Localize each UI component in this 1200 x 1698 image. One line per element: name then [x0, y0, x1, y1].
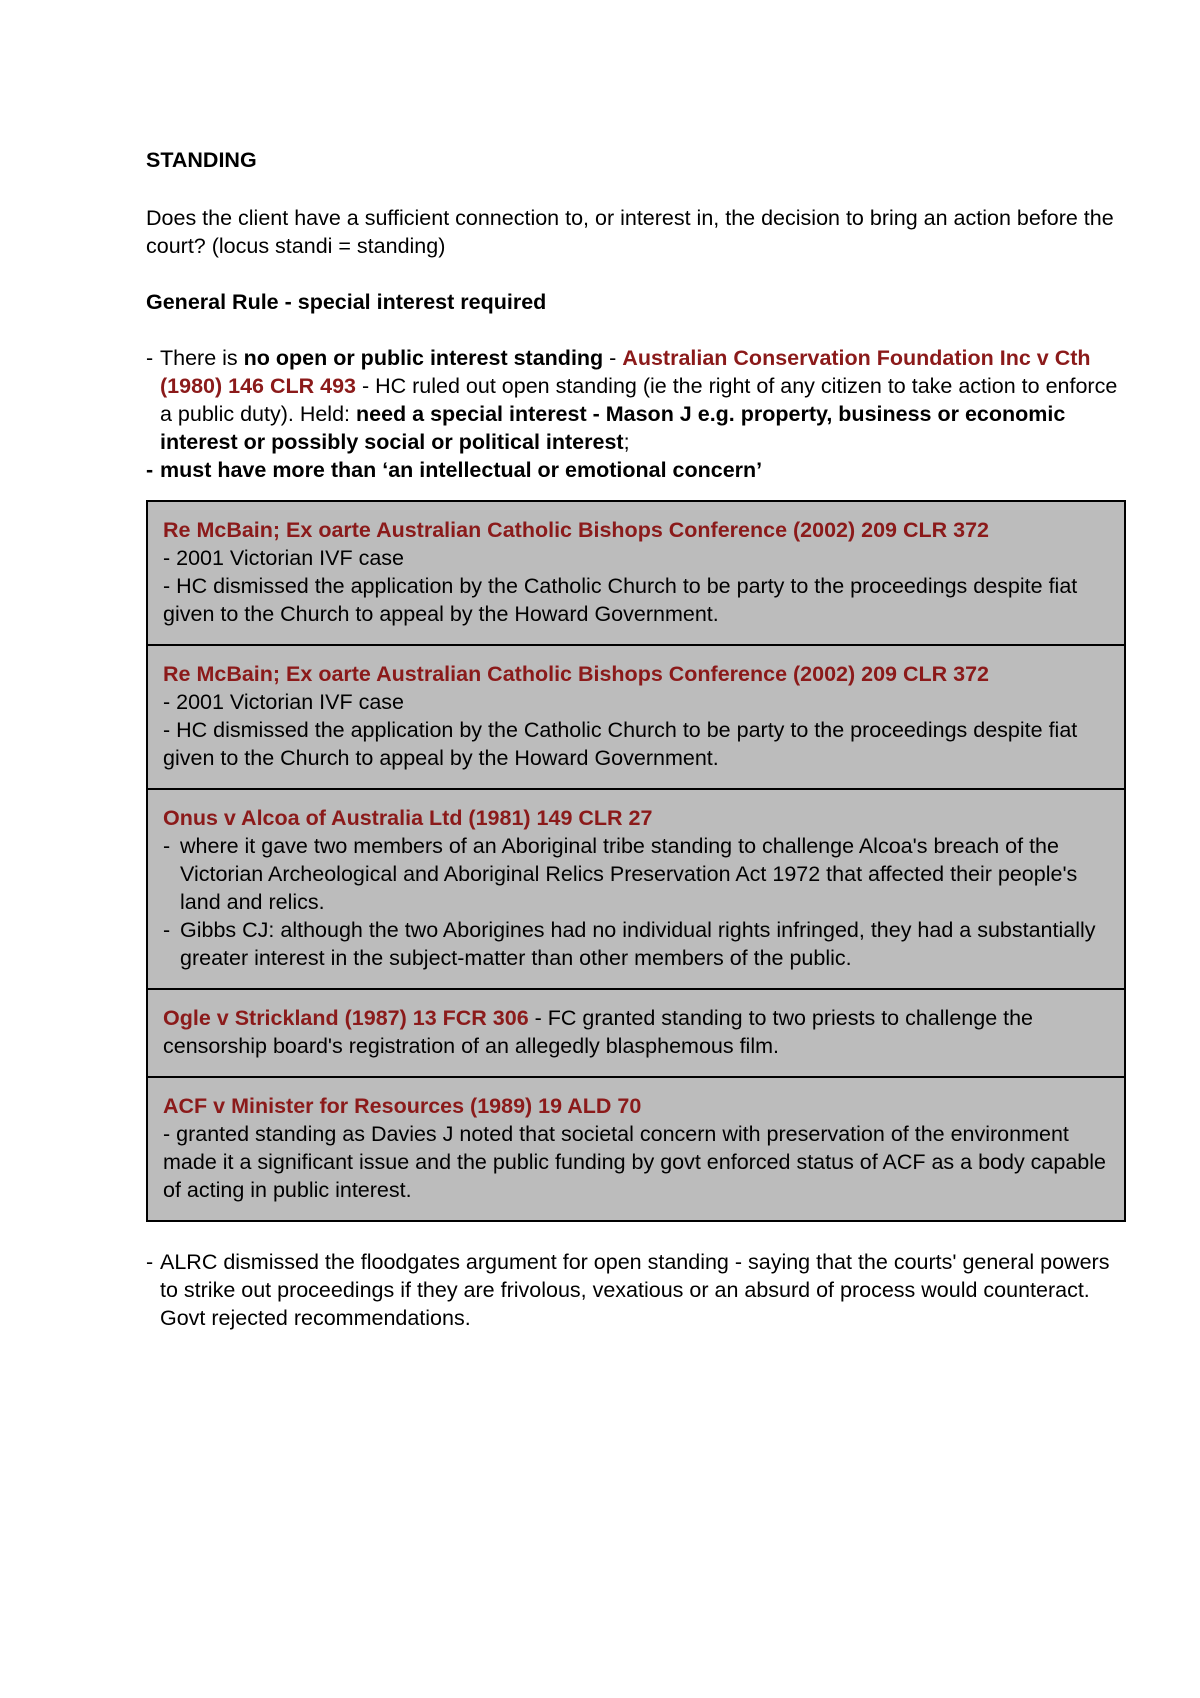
case-cell: [148, 1076, 1124, 1220]
case-table: [146, 500, 1126, 1222]
case-note: - 2001 Victorian IVF case: [163, 690, 405, 714]
case-citation: ACF v Minister for Resources (1989) 19 ALD 70: [163, 1094, 642, 1118]
case-citation: Re McBain; Ex oarte Australian Catholic Bishops Conference (2002) 209 CLR 372: [163, 518, 990, 542]
bullet-dash: -: [163, 918, 171, 942]
case-note-text: where it gave two members of an Aboriginal tribe standing to challenge Alcoa's breach of the Victorian Archeological and Aboriginal Relics Preservation Act 1972 that affected their people's land and relics.: [180, 834, 1078, 914]
case-note: - HC dismissed the application by the Catholic Church to be party to the proceedings despite fiat given to the Church to appeal by the Howard Government.: [163, 718, 1078, 770]
case-cell: [148, 988, 1124, 1076]
text-run: -: [603, 346, 623, 370]
intro-paragraph: Does the client have a sufficient connection to, or interest in, the decision to bring an action before the court? (locus standi = standing): [146, 206, 1114, 258]
case-citation: Ogle v Strickland (1987) 13 FCR 306: [163, 1006, 529, 1030]
text-run: - HC ruled out open standing (ie the right of any citizen to take action to enforce a public duty). Held:: [160, 374, 1118, 426]
case-note: - granted standing as Davies J noted that societal concern with preservation of the environment made it a significant issue and the public funding by govt enforced status of ACF as a body capable of acting in public interest.: [163, 1122, 1106, 1202]
rule-points: [146, 344, 1126, 484]
bullet-dash: -: [146, 346, 154, 370]
case-cell: [148, 502, 1124, 644]
text-run: There is: [160, 346, 244, 370]
closing-point: [146, 1248, 1126, 1332]
case-note-text: Gibbs CJ: although the two Aborigines had no individual rights infringed, they had a substantially greater interest in the subject-matter than other members of the public.: [180, 918, 1096, 970]
page-title: STANDING: [146, 148, 257, 172]
case-note: [163, 832, 1110, 916]
case-citation: Onus v Alcoa of Australia Ltd (1981) 149 CLR 27: [163, 806, 653, 830]
case-note: - HC dismissed the application by the Catholic Church to be party to the proceedings despite fiat given to the Church to appeal by the Howard Government.: [163, 574, 1078, 626]
rule-point-1: [146, 344, 1126, 456]
bullet-dash: -: [163, 834, 171, 858]
rule-point-2: [146, 456, 1126, 484]
text-run-bold: need a special interest - Mason J e.g. property, business or economic interest or possibly social or political interest: [160, 402, 1066, 454]
case-citation: Australian Conservation Foundation Inc v Cth (1980) 146 CLR 493: [160, 346, 1091, 398]
case-citation: Re McBain; Ex oarte Australian Catholic Bishops Conference (2002) 209 CLR 372: [163, 662, 990, 686]
text-run: ;: [623, 430, 630, 454]
case-note: - FC granted standing to two priests to challenge the censorship board's registration of an allegedly blasphemous film.: [163, 1006, 1034, 1058]
case-cell: [148, 644, 1124, 788]
closing-text: ALRC dismissed the floodgates argument for open standing - saying that the courts' general powers to strike out proceedings if they are frivolous, vexatious or an absurd of process would counteract. Govt rejected recommendations.: [160, 1250, 1110, 1330]
case-cell: [148, 788, 1124, 988]
bullet-dash: -: [146, 1250, 154, 1274]
text-run-bold: no open or public interest standing: [243, 346, 604, 370]
general-rule-heading: General Rule - special interest required: [146, 290, 547, 314]
bullet-dash: -: [146, 458, 154, 482]
case-note: - 2001 Victorian IVF case: [163, 546, 405, 570]
case-note: [163, 916, 1110, 972]
document-page: [146, 146, 1126, 1332]
text-run-bold: must have more than ‘an intellectual or emotional concern’: [160, 458, 763, 482]
